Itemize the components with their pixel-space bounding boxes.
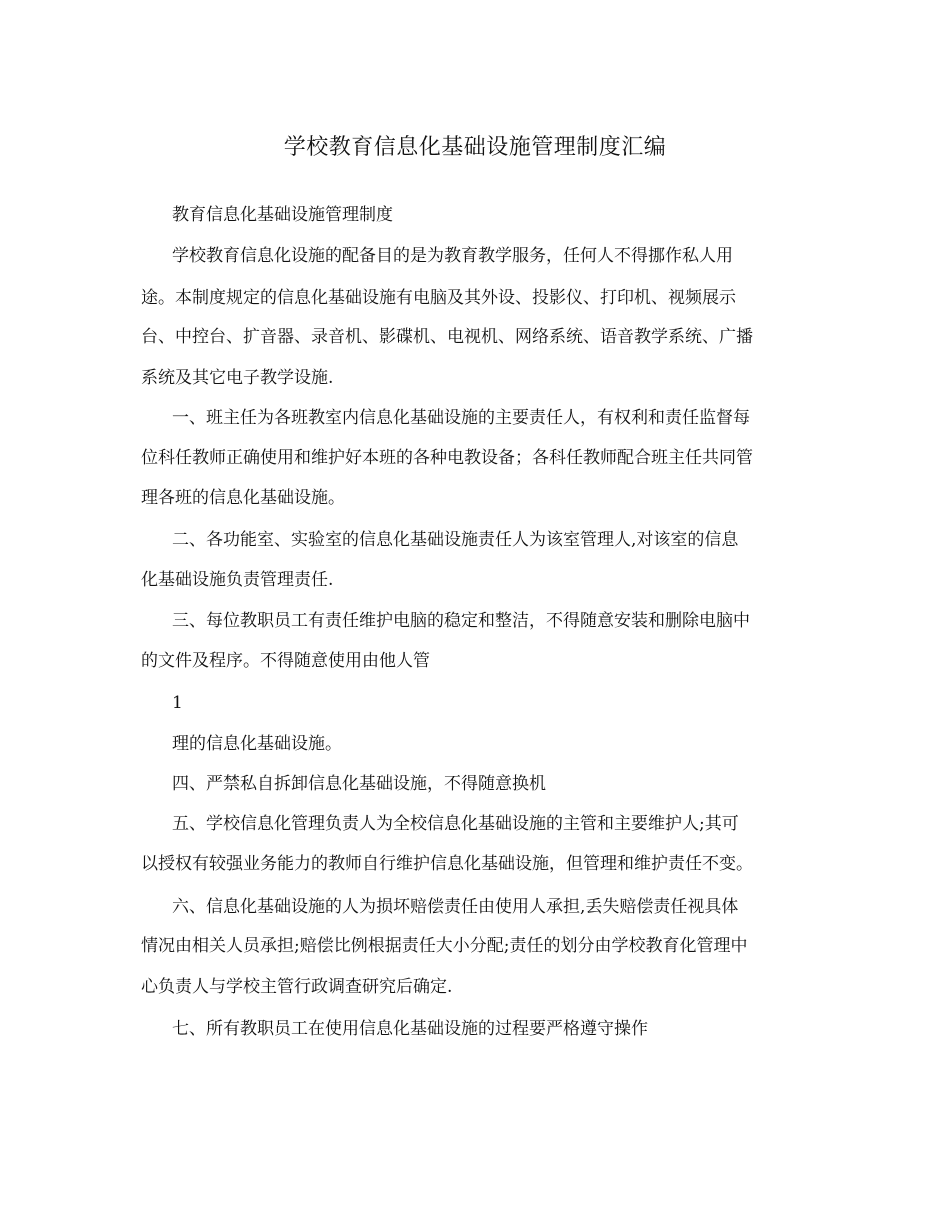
- section-heading: 教育信息化基础设施管理制度: [172, 205, 393, 225]
- paragraph-line: 途。本制度规定的信息化基础设施有电脑及其外设、投影仪、打印机、视频展示: [141, 288, 736, 308]
- paragraph-line: 四、严禁私自拆卸信息化基础设施，不得随意换机: [172, 774, 546, 794]
- paragraph-line: 心负责人与学校主管行政调查研究后确定.: [141, 977, 453, 997]
- paragraph-line: 一、班主任为各班教室内信息化基础设施的主要责任人，有权利和责任监督每: [172, 408, 750, 428]
- page-number: 1: [172, 693, 183, 713]
- paragraph-line: 的文件及程序。不得随意使用由他人管: [141, 651, 430, 671]
- paragraph-line: 化基础设施负责管理责任.: [141, 570, 334, 590]
- paragraph-line: 台、中控台、扩音器、录音机、影碟机、电视机、网络系统、语音教学系统、广播: [141, 327, 753, 347]
- paragraph-line: 五、学校信息化管理负责人为全校信息化基础设施的主管和主要维护人;其可: [172, 814, 739, 834]
- paragraph-line: 学校教育信息化设施的配备目的是为教育教学服务，任何人不得挪作私人用: [172, 246, 733, 266]
- paragraph-line: 六、信息化基础设施的人为损坏赔偿责任由使用人承担,丢失赔偿责任视具体: [172, 897, 739, 917]
- paragraph-line: 系统及其它电子教学设施.: [141, 368, 334, 388]
- paragraph-line: 情况由相关人员承担;赔偿比例根据责任大小分配;责任的划分由学校教育化管理中: [141, 936, 748, 956]
- paragraph-line: 理的信息化基础设施。: [172, 734, 342, 754]
- paragraph-line: 二、各功能室、实验室的信息化基础设施责任人为该室管理人,对该室的信息: [172, 530, 739, 550]
- paragraph-line: 三、每位教职员工有责任维护电脑的稳定和整洁，不得随意安装和删除电脑中: [172, 611, 750, 631]
- document-title: 学校教育信息化基础设施管理制度汇编: [283, 135, 667, 160]
- paragraph-line: 七、所有教职员工在使用信息化基础设施的过程要严格遵守操作: [172, 1019, 648, 1039]
- paragraph-line: 位科任教师正确使用和维护好本班的各种电教设备；各科任教师配合班主任共同管: [141, 448, 753, 468]
- paragraph-line: 理各班的信息化基础设施。: [141, 488, 345, 508]
- paragraph-line: 以授权有较强业务能力的教师自行维护信息化基础设施，但管理和维护责任不变。: [141, 854, 753, 874]
